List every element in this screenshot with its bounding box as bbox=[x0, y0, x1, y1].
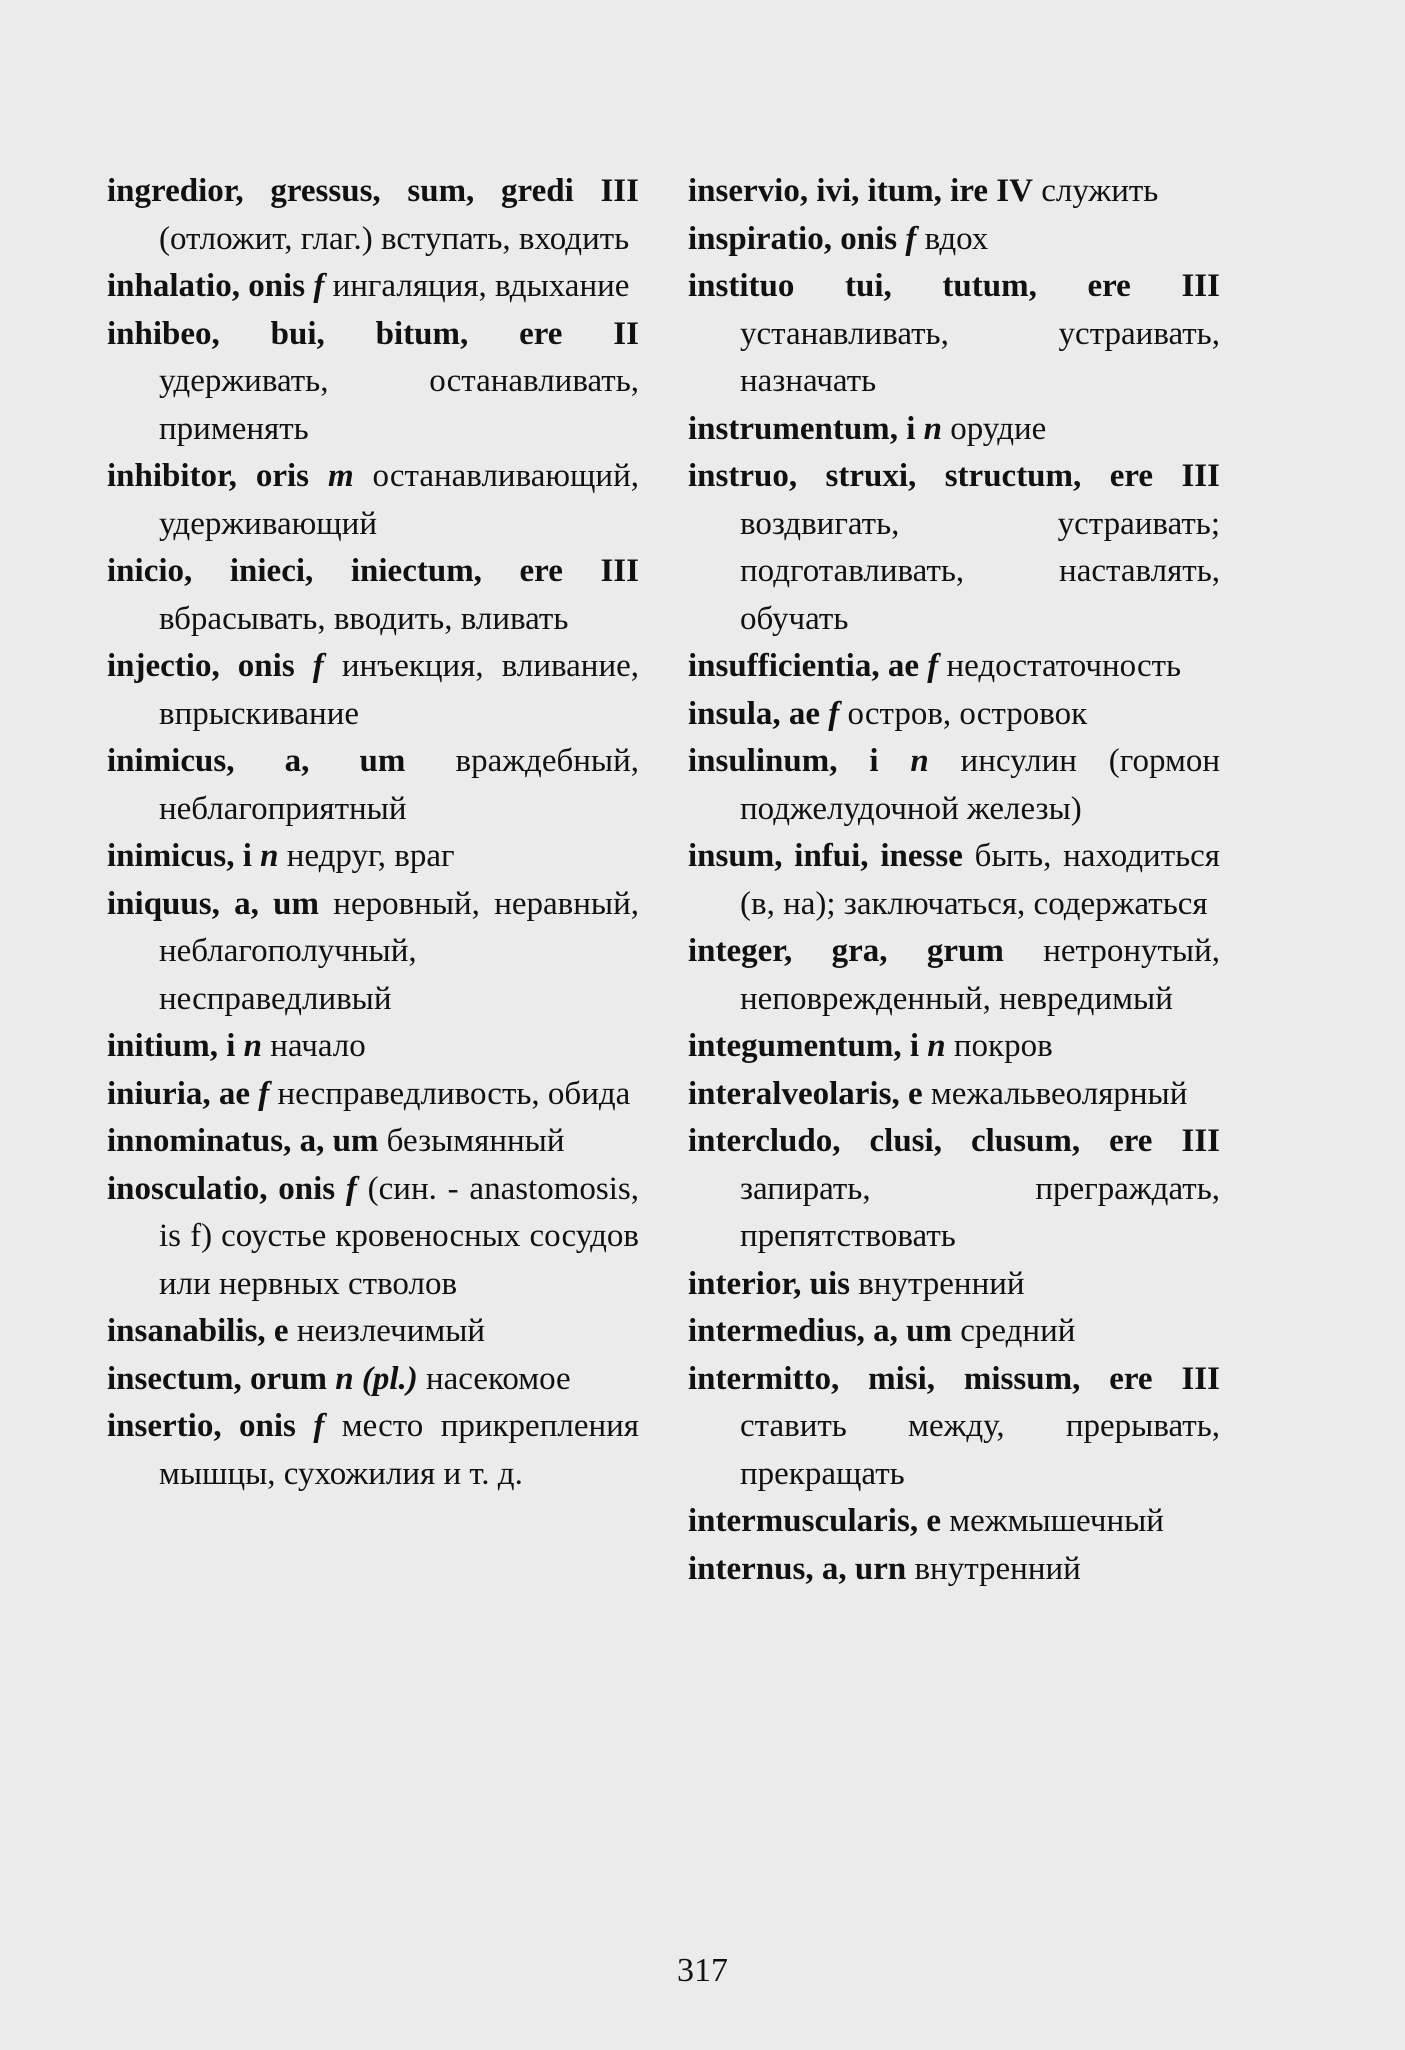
grammar: , clusi, clusum, ere III bbox=[832, 1123, 1220, 1159]
definition: служить bbox=[1032, 173, 1159, 209]
grammar: , a, um bbox=[856, 1313, 953, 1349]
headword: interior bbox=[688, 1265, 794, 1302]
dictionary-entry bbox=[688, 1356, 1220, 1499]
definition: враждебный, неблагоприятный bbox=[159, 743, 640, 827]
headword: integer bbox=[688, 933, 784, 969]
headword: intermuscularis bbox=[688, 1503, 910, 1539]
grammar: , i bbox=[829, 743, 879, 779]
dictionary-entry bbox=[107, 738, 639, 833]
definition: нетронутый, неповрежденный, невредимый bbox=[740, 933, 1220, 1017]
grammar: , gressus, sum, gredi III bbox=[235, 173, 639, 209]
dictionary-entry bbox=[688, 168, 1220, 216]
headword: internus bbox=[688, 1550, 806, 1587]
definition: орудие bbox=[941, 410, 1047, 447]
dictionary-entry bbox=[688, 691, 1220, 739]
definition: несправедливость, обида bbox=[269, 1075, 631, 1112]
dictionary-entry bbox=[688, 1118, 1220, 1261]
grammar: , e bbox=[257, 1313, 289, 1349]
gender-marker: f bbox=[305, 268, 325, 304]
headword: insum bbox=[688, 838, 775, 874]
definition: устанавливать, устраивать, назначать bbox=[740, 315, 1220, 399]
definition: вбрасывать, вводить, вливать bbox=[159, 600, 569, 637]
definition: начало bbox=[261, 1028, 366, 1064]
dictionary-entry bbox=[688, 833, 1220, 928]
headword: inimicus bbox=[107, 838, 227, 874]
gender-marker: n bbox=[915, 410, 942, 447]
grammar: , onis bbox=[211, 648, 295, 684]
definition: (син. - anastomosis, is f) соустье кровеносных сосудов или нервных стволов bbox=[159, 1170, 639, 1302]
left-column bbox=[107, 168, 639, 1498]
dictionary-entry bbox=[688, 216, 1220, 264]
headword: intermedius bbox=[688, 1313, 857, 1349]
dictionary-entry bbox=[688, 1546, 1220, 1594]
grammar: , onis bbox=[213, 1408, 296, 1444]
grammar: , i bbox=[889, 410, 916, 447]
grammar: , inieci, iniectum, ere III bbox=[184, 553, 639, 589]
gender-marker: f bbox=[919, 648, 939, 684]
grammar: , i bbox=[893, 1028, 920, 1064]
grammar: , a, um bbox=[226, 743, 406, 779]
definition: неровный, неравный, неблагополучный, несправедливый bbox=[159, 885, 639, 1017]
dictionary-entry bbox=[688, 453, 1220, 643]
definition: ставить между, прерывать, прекращать bbox=[740, 1408, 1220, 1492]
headword: injectio bbox=[107, 648, 212, 684]
gender-marker: f bbox=[335, 1170, 357, 1207]
grammar: , onis bbox=[259, 1170, 336, 1207]
headword: inimicus bbox=[107, 743, 227, 779]
headword: instrumentum bbox=[688, 410, 890, 447]
gender-marker: f bbox=[295, 1408, 325, 1444]
definition: недостаточность bbox=[938, 648, 1182, 684]
gender-marker: f bbox=[897, 220, 917, 257]
definition: удерживать, останавливать, применять bbox=[159, 363, 639, 447]
grammar: , ae bbox=[202, 1075, 251, 1112]
gender-marker: n bbox=[235, 1028, 262, 1064]
gender-marker: n bbox=[251, 838, 279, 874]
headword: inhalatio bbox=[107, 268, 232, 304]
dictionary-entry bbox=[107, 1166, 639, 1309]
headword: insectum bbox=[107, 1360, 234, 1397]
definition: покров bbox=[945, 1028, 1053, 1064]
gender-marker: f bbox=[820, 695, 840, 732]
grammar: , ivi, itum, ire IV bbox=[799, 173, 1033, 209]
definition: ингаляция, вдыхание bbox=[324, 268, 630, 304]
grammar: , a, urn bbox=[805, 1550, 907, 1587]
headword: integumentum bbox=[688, 1028, 894, 1064]
headword: insufficientia bbox=[688, 648, 872, 684]
grammar: , ae bbox=[772, 695, 821, 732]
grammar: , i bbox=[226, 838, 252, 874]
definition: место прикрепления мышцы, сухожилия и т. д. bbox=[159, 1408, 639, 1492]
dictionary-entry bbox=[107, 881, 639, 1024]
definition: средний bbox=[952, 1313, 1076, 1349]
dictionary-entry bbox=[688, 1071, 1220, 1119]
gender-marker: m bbox=[309, 458, 354, 494]
definition: воздвигать, устраивать; подготавливать, наставлять, обучать bbox=[740, 505, 1220, 637]
headword: instruo bbox=[688, 458, 789, 494]
headword: iniquus bbox=[107, 885, 212, 922]
headword: inservio bbox=[688, 173, 800, 209]
headword: insertio bbox=[107, 1408, 214, 1444]
definition: межальвеолярный bbox=[922, 1075, 1188, 1112]
dictionary-entry bbox=[107, 1403, 639, 1498]
dictionary-entry bbox=[107, 833, 639, 881]
grammar: , orum bbox=[233, 1360, 327, 1397]
grammar: , struxi, structum, ere III bbox=[788, 458, 1220, 494]
grammar: , i bbox=[209, 1028, 236, 1064]
dictionary-entry bbox=[107, 168, 639, 263]
dictionary-entry bbox=[107, 311, 639, 454]
gender-marker: f bbox=[250, 1075, 270, 1112]
dictionary-entry bbox=[688, 406, 1220, 454]
headword: innominatus bbox=[107, 1123, 284, 1159]
grammar: , a, um bbox=[211, 885, 320, 922]
page-number: 317 bbox=[677, 1952, 728, 1989]
definition: недруг, враг bbox=[278, 838, 455, 874]
dictionary-entry bbox=[107, 1308, 639, 1356]
dictionary-entry bbox=[107, 453, 639, 548]
grammar: , bui, bitum, ere II bbox=[211, 315, 639, 352]
definition: насекомое bbox=[417, 1360, 571, 1397]
gender-marker: n bbox=[919, 1028, 946, 1064]
headword: interalveolaris bbox=[688, 1075, 892, 1112]
headword: insula bbox=[688, 695, 773, 732]
headword: inosculatio bbox=[107, 1170, 260, 1207]
dictionary-entry bbox=[688, 263, 1220, 406]
grammar: , oris bbox=[228, 458, 310, 494]
headword: intermitto bbox=[688, 1360, 831, 1397]
definition: запирать, преграждать, препятствовать bbox=[740, 1170, 1220, 1254]
dictionary-entry bbox=[688, 738, 1220, 833]
dictionary-entry bbox=[107, 548, 639, 643]
dictionary-entry bbox=[688, 1498, 1220, 1546]
definition: быть, находиться (в, на); заключаться, содержаться bbox=[740, 838, 1220, 922]
dictionary-entry bbox=[107, 1356, 639, 1404]
dictionary-entry bbox=[688, 1261, 1220, 1309]
grammar: , e bbox=[891, 1075, 923, 1112]
dictionary-entry bbox=[688, 643, 1220, 691]
gender-marker: n (pl.) bbox=[327, 1360, 418, 1397]
grammar: , onis bbox=[823, 220, 898, 257]
grammar: , uis bbox=[793, 1265, 850, 1302]
grammar: , gra, grum bbox=[783, 933, 1004, 969]
dictionary-entry bbox=[107, 643, 639, 738]
headword: intercludo bbox=[688, 1123, 833, 1159]
definition: (отложит, глаг.) вступать, входить bbox=[159, 220, 630, 257]
grammar: , infui, inesse bbox=[774, 838, 963, 874]
gender-marker: f bbox=[294, 648, 324, 684]
headword: inhibitor bbox=[107, 458, 229, 494]
definition: безымянный bbox=[378, 1123, 565, 1159]
grammar: , ae bbox=[871, 648, 919, 684]
dictionary-entry bbox=[107, 263, 639, 311]
headword: instituo bbox=[688, 268, 795, 304]
headword: ingredior bbox=[107, 173, 236, 209]
grammar: , e bbox=[909, 1503, 941, 1539]
right-column bbox=[688, 168, 1220, 1593]
gender-marker: n bbox=[878, 743, 929, 779]
headword: inhibeo bbox=[107, 315, 212, 352]
headword: inspiratio bbox=[688, 220, 824, 257]
dictionary-entry bbox=[688, 928, 1220, 1023]
definition: внутренний bbox=[849, 1265, 1025, 1302]
definition: вдох bbox=[916, 220, 989, 257]
dictionary-entry bbox=[688, 1308, 1220, 1356]
headword: iniuria bbox=[107, 1075, 203, 1112]
definition: остров, островок bbox=[839, 695, 1088, 732]
definition: внутренний bbox=[906, 1550, 1081, 1587]
dictionary-entry bbox=[688, 1023, 1220, 1071]
headword: insulinum bbox=[688, 743, 830, 779]
definition: неизлечимый bbox=[288, 1313, 486, 1349]
grammar: , a, um bbox=[283, 1123, 379, 1159]
definition: инсулин (гормон поджелудочной железы) bbox=[740, 743, 1221, 827]
headword: initium bbox=[107, 1028, 210, 1064]
grammar: , onis bbox=[231, 268, 306, 304]
grammar: tui, tutum, ere III bbox=[794, 268, 1220, 304]
grammar: , misi, missum, ere III bbox=[830, 1360, 1220, 1397]
dictionary-entry bbox=[107, 1118, 639, 1166]
definition: инъекция, вливание, впрыскивание bbox=[159, 648, 639, 732]
dictionary-entry bbox=[107, 1071, 639, 1119]
definition: межмышечный bbox=[940, 1503, 1164, 1539]
dictionary-entry bbox=[107, 1023, 639, 1071]
definition: останавливающий, удерживающий bbox=[159, 458, 640, 542]
headword: inicio bbox=[107, 553, 185, 589]
headword: insanabilis bbox=[107, 1313, 258, 1349]
